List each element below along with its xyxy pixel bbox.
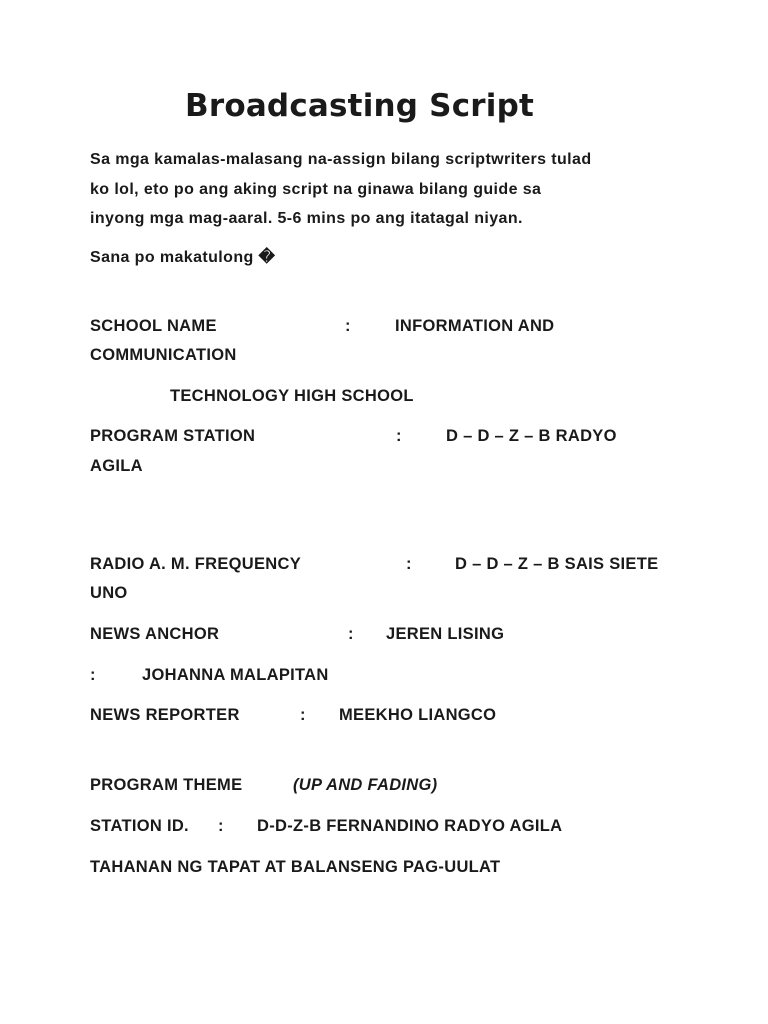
program-station-value: D – D – Z – B RADYO [446,427,617,445]
colon: : [406,555,412,573]
program-theme-row [90,776,438,795]
news-anchor-value: JEREN LISING [386,625,505,643]
program-station-label: PROGRAM STATION [90,427,256,445]
school-name-value: INFORMATION AND [395,317,555,335]
intro-paragraph [90,145,690,234]
news-anchor-row [90,625,505,644]
intro-line: inyong mga mag-aaral. 5-6 mins po ang itatagal niyan. [90,210,523,227]
colon: : [396,427,402,445]
news-reporter-label: NEWS REPORTER [90,706,240,724]
station-tagline: TAHANAN NG TAPAT AT BALANSENG PAG-UULAT [90,858,501,876]
program-theme-value: (UP AND FADING) [293,776,438,794]
document-title: Broadcasting Script [185,88,534,124]
colon: : [345,317,351,335]
colon: : [218,817,224,835]
news-anchor-row-2 [90,666,329,685]
program-theme-label: PROGRAM THEME [90,776,243,794]
news-anchor-label: NEWS ANCHOR [90,625,220,643]
colon: : [348,625,354,643]
station-id-value: D-D-Z-B FERNANDINO RADYO AGILA [257,817,563,835]
closing-note: Sana po makatulong � [90,249,276,266]
school-name-row [90,317,555,336]
colon: : [90,666,96,684]
school-name-value-cont: COMMUNICATION [90,346,237,364]
station-id-label: STATION ID. [90,817,189,835]
intro-line: ko lol, eto po ang aking script na ginawa bilang guide sa [90,180,542,198]
news-anchor-value: JOHANNA MALAPITAN [142,666,329,684]
intro-line: Sa mga kamalas-malasang na-assign bilang scriptwriters tulad [90,151,592,168]
station-id-row [90,817,563,836]
frequency-value-cont: UNO [90,584,128,602]
frequency-row [90,555,659,574]
school-name-value-cont: TECHNOLOGY HIGH SCHOOL [170,387,414,405]
news-reporter-row [90,706,497,725]
school-name-label: SCHOOL NAME [90,317,217,335]
news-reporter-value: MEEKHO LIANGCO [339,706,497,724]
frequency-value: D – D – Z – B SAIS SIETE [455,555,659,573]
program-station-value-cont: AGILA [90,457,143,475]
frequency-label: RADIO A. M. FREQUENCY [90,555,302,573]
colon: : [300,706,306,724]
program-station-row [90,427,617,446]
